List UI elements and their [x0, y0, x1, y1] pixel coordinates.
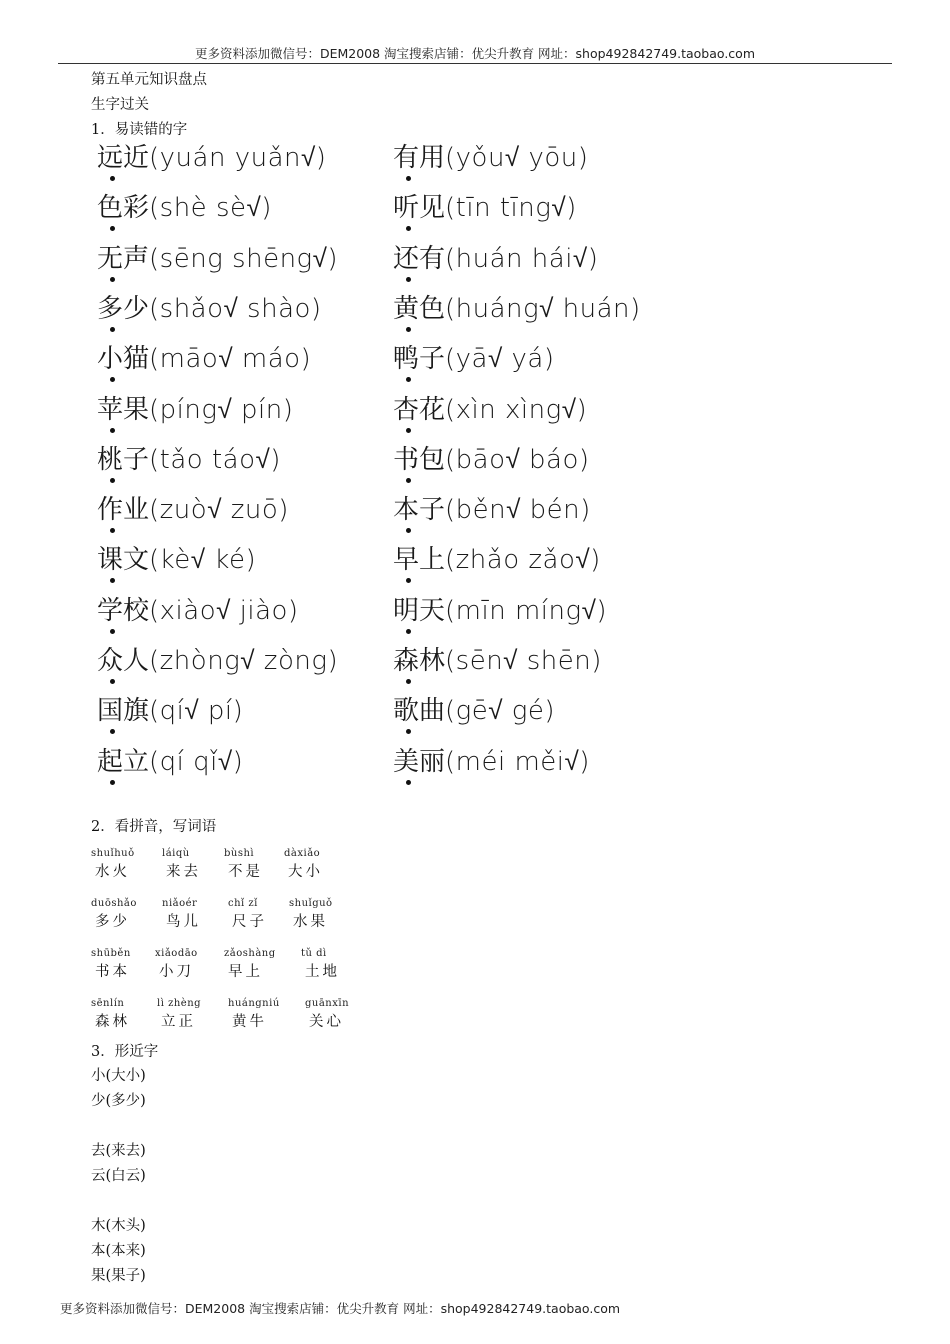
vocab-word: 无声 [97, 243, 150, 274]
emphasis-dot [110, 277, 115, 282]
vocab-pinyin-options: (tǎo táo√) [149, 444, 281, 475]
vocab-pinyin-options: (tīn tīng√) [445, 193, 577, 224]
pair-word: 水火 [95, 864, 130, 880]
vocab-item [97, 445, 281, 475]
pinyin-word-pair [91, 898, 137, 931]
vocab-pinyin-options: (bāo√ báo) [445, 444, 590, 475]
vocab-pinyin-options: (yā√ yá) [445, 344, 555, 375]
emphasis-dot [110, 377, 115, 382]
emphasis-dot [406, 327, 411, 332]
pair-pinyin: láiqù [162, 848, 190, 859]
vocab-item [97, 596, 299, 626]
similar-char-item: 木(木头) [91, 1218, 146, 1234]
pair-pinyin: huángniú [228, 998, 280, 1009]
pair-word: 森林 [95, 1014, 130, 1030]
pinyin-word-pair [162, 898, 201, 931]
pair-pinyin: xiǎodāo [155, 948, 198, 959]
vocab-item [393, 395, 587, 425]
pair-word: 尺子 [232, 914, 267, 930]
vocab-word: 桃子 [97, 444, 150, 475]
pair-word: 不是 [228, 864, 263, 880]
emphasis-dot [110, 578, 115, 583]
pair-pinyin: shuǐguǒ [289, 898, 333, 909]
vocab-item [97, 344, 311, 374]
pair-word: 立正 [161, 1014, 196, 1030]
vocab-item [393, 445, 590, 475]
vocab-item [393, 747, 590, 777]
emphasis-dot [406, 780, 411, 785]
vocab-item [393, 294, 641, 324]
emphasis-dot [110, 629, 115, 634]
similar-char-item: 果(果子) [91, 1268, 146, 1284]
pinyin-word-pair [228, 998, 280, 1031]
pair-pinyin: chǐ zǐ [228, 898, 258, 909]
vocab-pinyin-options: (mīn míng√) [445, 595, 607, 626]
vocab-pinyin-options: (sēng shēng√) [149, 243, 339, 274]
vocab-item [393, 344, 554, 374]
pair-word: 鸟儿 [166, 914, 201, 930]
pinyin-word-pair [289, 898, 333, 931]
emphasis-dot [406, 679, 411, 684]
vocab-pinyin-options: (shǎo√ shào) [149, 293, 322, 324]
vocab-pinyin-options: (zuò√ zuō) [149, 495, 289, 526]
vocab-word: 作业 [97, 495, 150, 526]
vocab-word: 起立 [97, 746, 150, 777]
vocab-word: 鸭子 [393, 344, 446, 375]
pair-word: 关心 [309, 1014, 344, 1030]
pair-pinyin: duōshǎo [91, 898, 137, 909]
vocab-word: 书包 [393, 444, 446, 475]
similar-char-item: 少(多少) [91, 1093, 146, 1109]
pinyin-word-pair [224, 848, 263, 881]
emphasis-dot [110, 226, 115, 231]
vocab-item [97, 193, 272, 223]
vocab-pinyin-options: (gē√ gé) [445, 696, 556, 727]
pair-word: 大小 [288, 864, 323, 880]
pair-pinyin: lì zhèng [157, 998, 202, 1009]
vocab-item [393, 646, 602, 676]
vocab-item [393, 143, 588, 173]
pinyin-word-pair [155, 948, 198, 981]
vocab-word: 森林 [393, 646, 446, 676]
vocab-item [393, 545, 601, 575]
vocab-item [393, 696, 555, 726]
emphasis-dot [110, 528, 115, 533]
vocab-pinyin-options: (píng√ pín) [149, 394, 294, 425]
emphasis-dot [110, 780, 115, 785]
emphasis-dot [406, 528, 411, 533]
vocab-word: 黄色 [393, 293, 446, 324]
section2-heading: 2．看拼音，写词语 [91, 819, 217, 835]
emphasis-dot [406, 428, 411, 433]
vocab-item [393, 244, 598, 274]
pair-pinyin: sēnlín [91, 998, 125, 1009]
pinyin-word-pair [91, 998, 130, 1031]
vocab-item [97, 545, 256, 575]
pinyin-word-pair [284, 848, 323, 881]
vocab-word: 小猫 [97, 344, 150, 375]
pair-pinyin: bùshì [224, 848, 255, 859]
vocab-pinyin-options: (zhòng√ zòng) [149, 646, 339, 676]
emphasis-dot [406, 226, 411, 231]
vocab-pinyin-options: (shè sè√) [149, 193, 272, 224]
vocab-word: 课文 [97, 545, 150, 576]
vocab-item [393, 193, 577, 223]
pair-word: 书本 [95, 964, 130, 980]
vocab-pinyin-options: (yuán yuǎn√) [149, 143, 327, 173]
similar-char-item: 去(来去) [91, 1143, 146, 1159]
pair-pinyin: guānxīn [305, 998, 350, 1009]
pair-pinyin: shuǐhuǒ [91, 848, 135, 859]
pinyin-word-pair [305, 998, 349, 1031]
vocab-item [97, 143, 326, 173]
vocab-item [97, 747, 243, 777]
page-header: 更多资料添加微信号：DEM2008 淘宝搜索店铺：优尖升教育 网址：shop492842749.taobao.com [194, 46, 756, 61]
pair-pinyin: shūběn [91, 948, 131, 959]
pinyin-word-pair [224, 948, 276, 981]
pinyin-word-pair [91, 848, 135, 881]
emphasis-dot [110, 679, 115, 684]
section3-heading: 3．形近字 [91, 1044, 159, 1060]
vocab-pinyin-options: (qí√ pí) [149, 696, 244, 727]
pair-word: 早上 [228, 964, 263, 980]
pair-pinyin: niǎoér [162, 898, 198, 909]
vocab-word: 美丽 [393, 746, 446, 777]
emphasis-dot [110, 729, 115, 734]
vocab-word: 苹果 [97, 394, 150, 425]
vocab-word: 听见 [393, 193, 446, 224]
pair-pinyin: tǔ dì [301, 948, 327, 959]
header-rule [58, 63, 892, 64]
vocab-word: 众人 [97, 646, 150, 676]
page-footer: 更多资料添加微信号：DEM2008 淘宝搜索店铺：优尖升教育 网址：shop492842749.taobao.com [60, 1301, 621, 1316]
similar-char-item: 小(大小) [91, 1068, 146, 1084]
vocab-word: 多少 [97, 293, 150, 324]
vocab-word: 学校 [97, 595, 150, 626]
page-subtitle: 生字过关 [91, 97, 149, 113]
vocab-pinyin-options: (kè√ ké) [149, 545, 257, 576]
vocab-pinyin-options: (běn√ bén) [445, 495, 591, 526]
vocab-pinyin-options: (qí qǐ√) [149, 746, 244, 777]
vocab-word: 色彩 [97, 193, 150, 224]
vocab-pinyin-options: (māo√ máo) [149, 344, 312, 375]
emphasis-dot [406, 277, 411, 282]
emphasis-dot [110, 478, 115, 483]
vocab-item [97, 244, 338, 274]
vocab-item [393, 596, 607, 626]
vocab-pinyin-options: (méi měi√) [445, 746, 590, 777]
emphasis-dot [110, 327, 115, 332]
pair-pinyin: zǎoshàng [224, 948, 276, 959]
pinyin-word-pair [162, 848, 201, 881]
vocab-word: 远近 [97, 143, 150, 173]
emphasis-dot [406, 176, 411, 181]
vocab-pinyin-options: (huáng√ huán) [445, 293, 641, 324]
vocab-pinyin-options: (yǒu√ yōu) [445, 143, 589, 173]
section1-heading: 1．易读错的字 [91, 122, 188, 138]
vocab-item [97, 696, 243, 726]
similar-char-item: 云(白云) [91, 1168, 146, 1184]
vocab-pinyin-options: (sēn√ shēn) [445, 646, 602, 676]
emphasis-dot [406, 377, 411, 382]
pair-word: 小刀 [159, 964, 194, 980]
emphasis-dot [110, 428, 115, 433]
emphasis-dot [406, 729, 411, 734]
pair-word: 来去 [166, 864, 201, 880]
vocab-pinyin-options: (xìn xìng√) [445, 394, 588, 425]
vocab-word: 早上 [393, 545, 446, 576]
vocab-item [97, 646, 338, 676]
pair-word: 水果 [293, 914, 328, 930]
pinyin-word-pair [228, 898, 267, 931]
pinyin-word-pair [91, 948, 131, 981]
vocab-word: 还有 [393, 243, 446, 274]
pair-pinyin: dàxiǎo [284, 848, 321, 859]
similar-char-item: 本(本来) [91, 1243, 146, 1259]
emphasis-dot [406, 478, 411, 483]
vocab-pinyin-options: (xiào√ jiào) [149, 595, 299, 626]
vocab-word: 明天 [393, 595, 446, 626]
vocab-pinyin-options: (zhǎo zǎo√) [445, 545, 601, 576]
vocab-word: 杏花 [393, 394, 446, 425]
emphasis-dot [406, 578, 411, 583]
vocab-item [97, 395, 293, 425]
vocab-word: 本子 [393, 495, 446, 526]
pair-word: 多少 [95, 914, 130, 930]
vocab-item [97, 294, 322, 324]
pinyin-word-pair [301, 948, 340, 981]
page-title: 第五单元知识盘点 [91, 72, 207, 88]
pinyin-word-pair [157, 998, 201, 1031]
vocab-item [97, 495, 289, 525]
vocab-item [393, 495, 591, 525]
vocab-word: 国旗 [97, 696, 150, 727]
vocab-word: 歌曲 [393, 696, 446, 727]
vocab-pinyin-options: (huán hái√) [445, 243, 599, 274]
emphasis-dot [110, 176, 115, 181]
pair-word: 土地 [305, 964, 340, 980]
pair-word: 黄牛 [232, 1014, 267, 1030]
vocab-word: 有用 [393, 143, 446, 173]
emphasis-dot [406, 629, 411, 634]
